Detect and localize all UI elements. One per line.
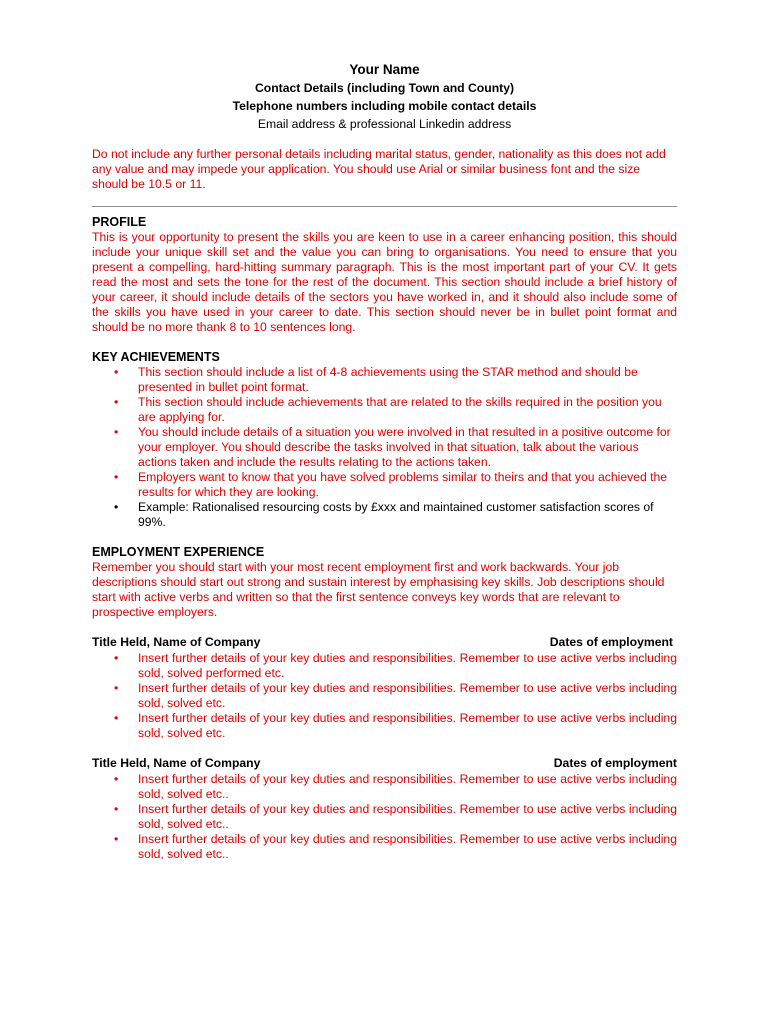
- achievement-example-item: [92, 500, 677, 530]
- bullet-icon: •: [114, 365, 119, 379]
- bullet-icon: •: [114, 425, 119, 439]
- duty-item: [92, 832, 677, 862]
- job-dates: Dates of employment: [553, 756, 677, 770]
- achievement-text: You should include details of a situation you were involved in that resulted in a positive outcome for your employer. You should describe the tasks involved in that situation, talk about the various actions taken and include the results relating to the actions taken.: [138, 425, 671, 469]
- bullet-icon: •: [114, 395, 119, 409]
- duty-item: [92, 711, 677, 741]
- duty-item: [92, 681, 677, 711]
- duty-text: Insert further details of your key duties and responsibilities. Remember to use active verbs including sold, solved etc.: [138, 711, 677, 740]
- achievement-text: Example: Rationalised resourcing costs by £xxx and maintained customer satisfaction scores of 99%.: [138, 500, 654, 529]
- duty-item: [92, 802, 677, 832]
- job-title: Title Held, Name of Company: [92, 635, 261, 649]
- cv-header: [92, 61, 677, 133]
- telephone-line: Telephone numbers including mobile contact details: [232, 99, 537, 113]
- achievement-text: This section should include achievements that are related to the skills required in the position you are applying for.: [138, 395, 662, 424]
- bullet-icon: •: [114, 802, 119, 816]
- duty-item: [92, 651, 677, 681]
- achievement-text: This section should include a list of 4-8 achievements using the STAR method and should be presented in bullet point format.: [138, 365, 638, 394]
- bullet-icon: •: [114, 711, 119, 725]
- bullet-icon: •: [114, 500, 119, 514]
- duty-text: Insert further details of your key duties and responsibilities. Remember to use active verbs including sold, solved etc..: [138, 772, 677, 801]
- job-duties-list: [92, 651, 677, 741]
- job-title: Title Held, Name of Company: [92, 756, 261, 770]
- profile-text: This is your opportunity to present the skills you are keen to use in a career enhancing position, this should include your unique skill set and the value you can bring to organisations. You need to ensure that you present a compelling, hard-hitting summary paragraph. This is the most important part of your CV. It gets read the most and sets the tone for the rest of the document. This section should include a brief history of your career, it should include details of the sectors you have worked in, and it should also include some of the skills you have used in your career to date. This section should never be in bullet point format and should be no more thank 8 to 10 sentences long.: [92, 230, 677, 334]
- job-header: [92, 634, 677, 651]
- achievement-item: [92, 470, 677, 500]
- bullet-icon: •: [114, 681, 119, 695]
- cv-document: [92, 0, 677, 862]
- duty-item: [92, 772, 677, 802]
- job-dates: Dates of employment: [549, 635, 673, 649]
- header-divider: [92, 206, 677, 207]
- bullet-icon: •: [114, 651, 119, 665]
- achievement-text: Employers want to know that you have solved problems similar to theirs and that you achieved the results for which they are looking.: [138, 470, 668, 499]
- achievement-item: [92, 365, 677, 395]
- achievement-item: [92, 395, 677, 425]
- candidate-name: Your Name: [349, 62, 420, 77]
- bullet-icon: •: [114, 832, 119, 846]
- duty-text: Insert further details of your key duties and responsibilities. Remember to use active verbs including sold, solved etc..: [138, 802, 677, 831]
- job-header: [92, 755, 677, 772]
- email-linkedin-line: Email address & professional Linkedin address: [257, 117, 512, 131]
- bullet-icon: •: [114, 470, 119, 484]
- contact-details-line: Contact Details (including Town and County): [254, 81, 515, 95]
- job-duties-list: [92, 772, 677, 862]
- employment-intro: Remember you should start with your most recent employment first and work backwards. Your job descriptions should start out strong and sustain interest by emphasising key skills. Job descriptions should start with active verbs and written so that the first sentence conveys key words that are relevant to prospective employers.: [92, 560, 665, 619]
- achievement-item: [92, 425, 677, 470]
- key-achievements-heading: KEY ACHIEVEMENTS: [92, 350, 220, 364]
- duty-text: Insert further details of your key duties and responsibilities. Remember to use active verbs including sold, solved etc..: [138, 832, 677, 861]
- employment-experience-heading: EMPLOYMENT EXPERIENCE: [92, 545, 265, 559]
- bullet-icon: •: [114, 772, 119, 786]
- duty-text: Insert further details of your key duties and responsibilities. Remember to use active verbs including sold, solved etc.: [138, 681, 677, 710]
- personal-details-note: Do not include any further personal details including marital status, gender, nationality as this does not add any value and may impede your application. You should use Arial or similar business font and the size should be 10.5 or 11.: [92, 147, 666, 191]
- duty-text: Insert further details of your key duties and responsibilities. Remember to use active verbs including sold, solved performed etc.: [138, 651, 677, 680]
- achievements-list: [92, 365, 677, 530]
- profile-heading: PROFILE: [92, 215, 147, 229]
